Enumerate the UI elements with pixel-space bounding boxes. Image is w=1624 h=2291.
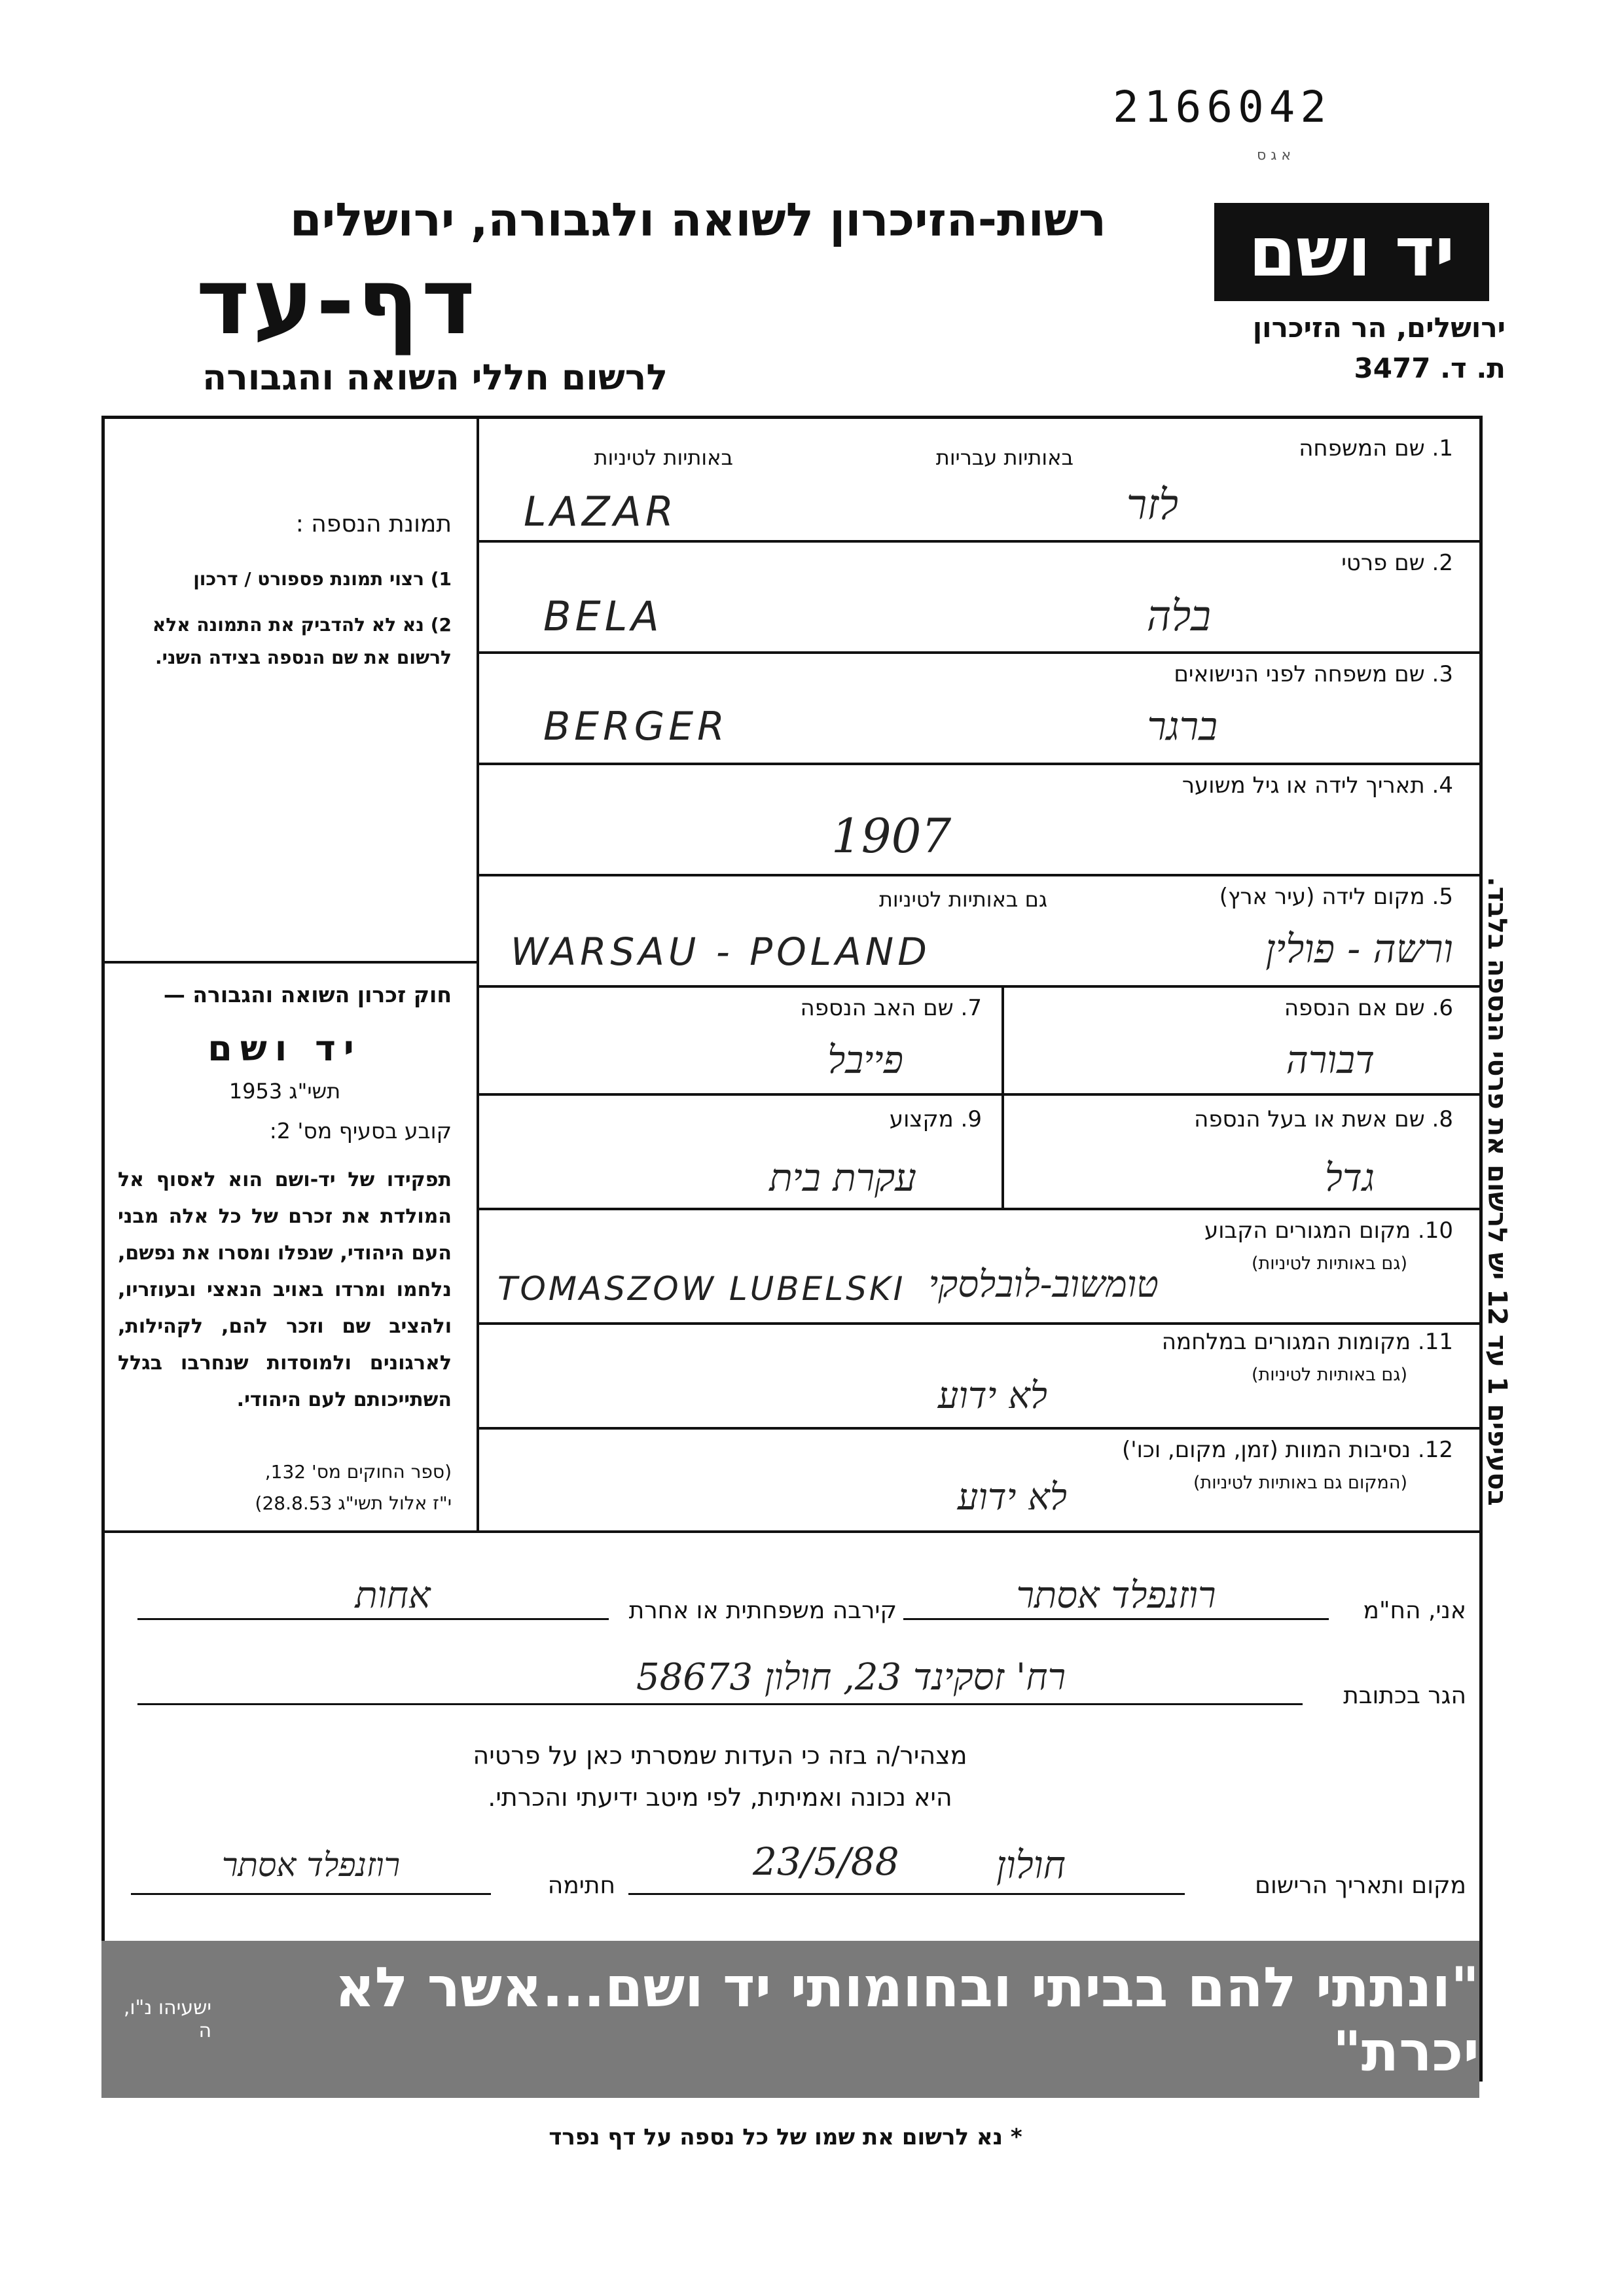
field-2-label: 2. שם פרטי xyxy=(1341,550,1453,576)
field-4-label: 4. תאריך לידה או גיל משוער xyxy=(1182,772,1453,799)
left-panel-divider xyxy=(477,418,479,1530)
photo-note-1: 1) רצוי תמונת פספורט / דרכון xyxy=(193,568,452,590)
field-6-label: 6. שם אם הנספה xyxy=(1284,995,1453,1021)
field-10-label: 10. מקום המגורים הקבוע xyxy=(1204,1218,1453,1244)
date-value[interactable]: 23/5/88 xyxy=(753,1839,899,1884)
row-separator xyxy=(478,985,1483,988)
place-value[interactable]: חולון xyxy=(996,1843,1066,1887)
field-9-value[interactable]: עקרת בית xyxy=(769,1155,916,1200)
footnote: * נא לרשום את שמו של כל נספה על דף נפרד xyxy=(549,2124,1022,2150)
yad-vashem-logo: יד ושם xyxy=(1214,203,1489,301)
field-2-hebrew-value[interactable]: בלה xyxy=(1146,592,1211,641)
row-separator xyxy=(478,1427,1483,1430)
logo-address xyxy=(1178,308,1506,389)
field-3-hebrew-value[interactable]: ברגר xyxy=(1147,704,1218,749)
serial-stamp: א ג ס xyxy=(1257,147,1291,164)
field-2-latin-value[interactable]: BELA xyxy=(543,592,663,640)
field-5-hebrew-value[interactable]: ורשה - פולין xyxy=(1265,926,1453,972)
declaration-statement xyxy=(458,1735,982,1818)
field-1-hebrew-value[interactable]: לזר xyxy=(1126,481,1178,530)
field-12-label: 12. נסיבות המוות (זמן, מקום, וכו') xyxy=(1121,1437,1453,1463)
place-date-label: מקום ותאריך הרישום xyxy=(1255,1872,1466,1899)
latin-letters-column: באותיות לטיניות xyxy=(594,445,733,470)
field-11-note: (גם באותיות לטיניות) xyxy=(1251,1365,1407,1385)
photo-title: תמונת הנספה : xyxy=(295,511,452,537)
hebrew-letters-column: באותיות עבריות xyxy=(935,445,1074,470)
law-source xyxy=(118,1456,452,1519)
law-title: חוק זכרון השואה והגבורה — xyxy=(163,982,452,1007)
row-separator xyxy=(478,1208,1483,1210)
declaration-separator xyxy=(103,1530,1483,1533)
declarant-line xyxy=(903,1617,1329,1620)
declarant-label: אני, הח"מ xyxy=(1363,1597,1466,1624)
relation-line xyxy=(137,1617,609,1620)
field-1-latin-value[interactable]: LAZAR xyxy=(524,488,677,535)
logo-address-line2: ת. ד. 3477 xyxy=(1354,352,1506,384)
row-separator xyxy=(478,874,1483,876)
relation-label: קירבה משפחתית או אחרת xyxy=(628,1597,897,1624)
banner-quote: "ונתתי להם בביתי ובחומותי יד ושם...אשר לא יכרת" xyxy=(334,1955,1479,2084)
form-title: דף-עד xyxy=(196,249,478,355)
row-separator xyxy=(478,651,1483,654)
address-line xyxy=(137,1702,1303,1705)
field-7-label: 7. שם האב הנספה xyxy=(800,995,982,1021)
law-year: תשי"ג 1953 xyxy=(228,1079,341,1104)
field-5-label: 5. מקום לידה (עיר ארץ) xyxy=(1219,884,1453,910)
serial-number: 2166042 xyxy=(1113,82,1332,132)
quote-banner xyxy=(101,1941,1479,2098)
signature-label: חתימה xyxy=(547,1872,615,1899)
row-6-7-divider xyxy=(1001,985,1004,1093)
field-1-label: 1. שם המשפחה xyxy=(1299,435,1453,461)
row-separator xyxy=(478,1093,1483,1096)
address-label: הגר בכתובת xyxy=(1343,1682,1466,1709)
law-clause: קובע בסעיף מס' 2: xyxy=(269,1118,452,1144)
organization-title: רשות-הזיכרון לשואה ולגבורה, ירושלים xyxy=(289,193,1106,247)
address-value[interactable]: רח' זסקינד 23, חולון 58673 xyxy=(636,1656,1066,1699)
declaration-statement-line1: מצהיר/ה בזה כי העדות שמסרתי כאן על פרטיה xyxy=(473,1741,967,1770)
law-body: תפקידו של יד-ושם הוא לאסוף אל המולדת את זכרם של כל אלה מבני העם היהודי, שנפלו ומסרו את נפשם, נלחמו ומרדו באויב הנאצי ובעוזריו, ולהציב שם וזכר להם, לקהילות, לארגונים ולמוסדות שנחרבו בגלל השתייכותם לעם היהודי. xyxy=(118,1168,452,1411)
row-separator xyxy=(478,1322,1483,1325)
field-11-value[interactable]: לא ידוע xyxy=(937,1375,1047,1417)
field-9-label: 9. מקצוע xyxy=(889,1106,982,1132)
field-7-value[interactable]: פייבל xyxy=(827,1037,903,1082)
field-8-value[interactable]: גדל xyxy=(1324,1155,1375,1200)
form-subtitle: לרשום חללי השואה והגבורה xyxy=(202,357,668,398)
field-5-latin-value[interactable]: WARSAU - POLAND xyxy=(511,929,931,974)
law-source-line1: (ספר החוקים מס' 132, xyxy=(264,1461,452,1483)
relation-value[interactable]: אחות xyxy=(355,1574,431,1617)
declarant-name-value[interactable]: רוזנפלד אסתר xyxy=(1016,1574,1216,1617)
also-latin-column: גם באותיות לטיניות xyxy=(878,887,1047,912)
field-12-value[interactable]: לא ידוע xyxy=(957,1476,1067,1519)
field-3-label: 3. שם משפחה לפני הנישואים xyxy=(1174,661,1453,687)
field-3-latin-value[interactable]: BERGER xyxy=(543,704,729,749)
field-6-value[interactable]: דבורה xyxy=(1286,1037,1375,1082)
field-4-value[interactable]: 1907 xyxy=(831,808,952,863)
declaration-statement-line2: היא נכונה ואמיתית, לפי מיטב ידיעתי והכרתי. xyxy=(488,1783,952,1812)
row-8-9-divider xyxy=(1001,1093,1004,1208)
logo-address-line1: ירושלים, הר הזיכרון xyxy=(1252,312,1506,344)
field-8-label: 8. שם אשת או בעל הנספה xyxy=(1194,1106,1453,1132)
place-date-line xyxy=(628,1892,1185,1895)
photo-note-2: 2) נא לא להדביק את התמונה אלא לרשום את שם הנספה בצידה השני. xyxy=(152,614,452,668)
left-panel-split xyxy=(103,961,478,964)
side-note: בסעיפים 1 עד 12 יש לרשום את פרטי הנספה בלבד. xyxy=(1482,876,1512,1506)
banner-source: ישעיהו נ"ו, ה xyxy=(123,1996,212,2042)
row-separator xyxy=(478,763,1483,765)
field-12-note: (המקום גם באותיות לטיניות) xyxy=(1193,1473,1407,1493)
signature-value[interactable]: רוזנפלד אסתר xyxy=(221,1846,401,1884)
signature-line xyxy=(131,1892,491,1895)
field-10-note: (גם באותיות לטיניות) xyxy=(1251,1254,1407,1274)
field-10-hebrew-value[interactable]: טומשוב-לובלסקי xyxy=(928,1263,1159,1306)
field-11-label: 11. מקומות המגורים במלחמה xyxy=(1161,1329,1453,1355)
law-source-line2: י"ז אלול תשי"ג 28.8.53) xyxy=(255,1492,452,1514)
row-separator xyxy=(478,540,1483,543)
field-10-latin-value[interactable]: TOMASZOW LUBELSKI xyxy=(497,1270,906,1308)
law-name: יד ושם xyxy=(208,1028,362,1069)
